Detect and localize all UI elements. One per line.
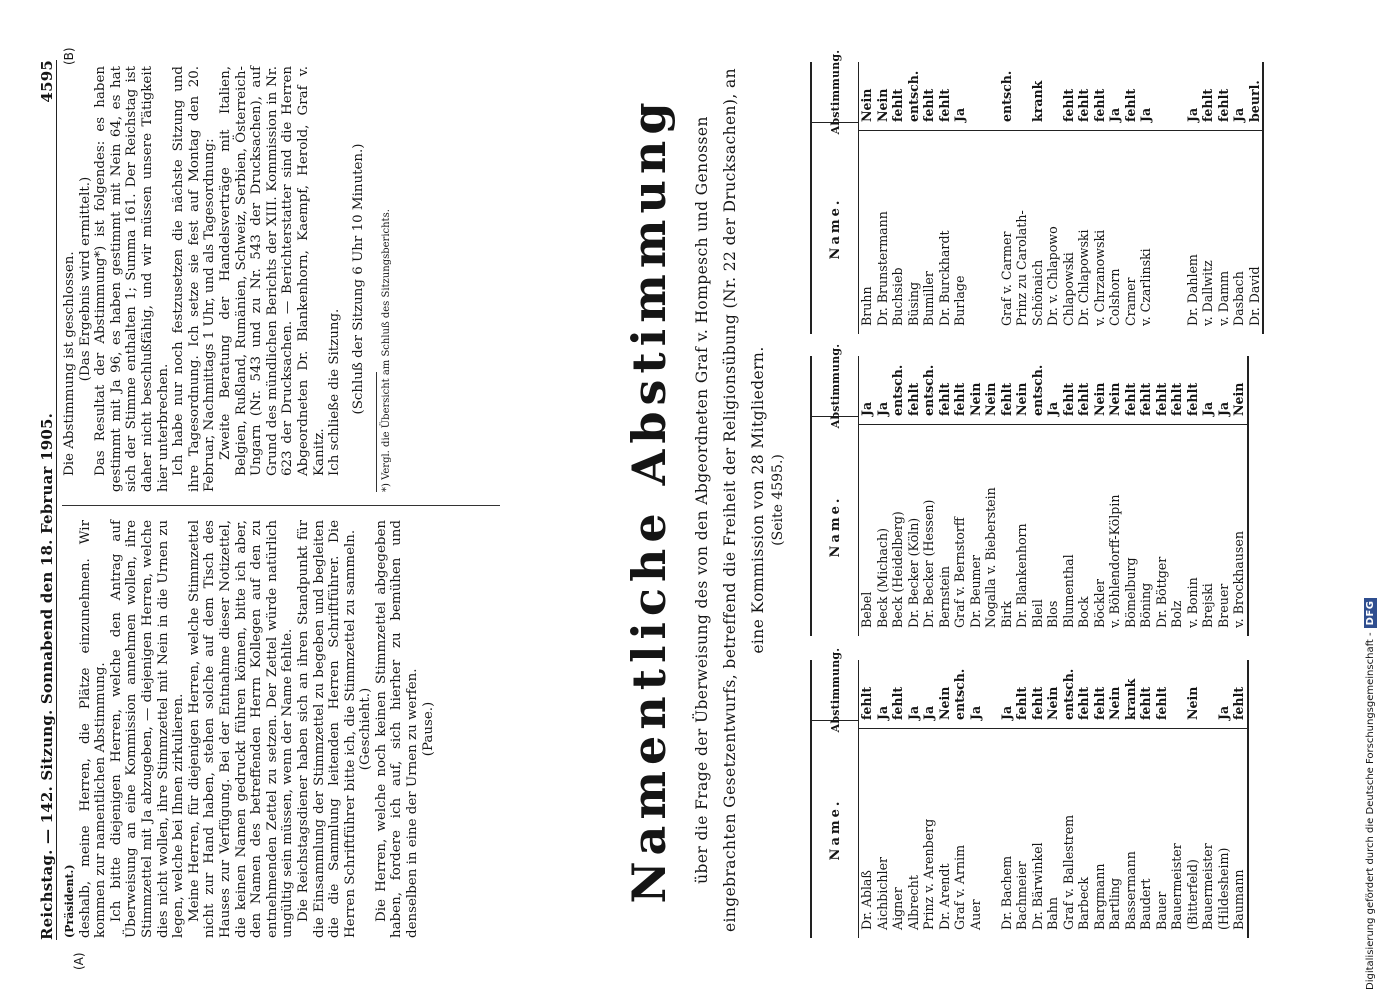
member-vote: fehlt — [936, 382, 952, 416]
member-name: Graf v. Carmer — [999, 130, 1015, 334]
table-row — [1030, 62, 1046, 334]
member-vote: beurl. — [1246, 80, 1262, 122]
table-row — [1154, 660, 1170, 938]
member-vote: Ja — [874, 401, 890, 416]
table-row — [1185, 356, 1201, 636]
member-name: Dr. Bärwinkel — [1030, 728, 1046, 938]
table-row — [890, 660, 906, 938]
table-row — [1154, 356, 1170, 636]
member-vote: Nein — [1107, 686, 1122, 720]
member-name: Dr. Brunstermann — [875, 130, 891, 334]
member-vote: fehlt — [1091, 686, 1107, 720]
table-row — [906, 62, 922, 334]
vote-table-header — [812, 49, 859, 334]
table-row — [983, 660, 999, 938]
paragraph: Die Abstimmung ist geschlossen. — [62, 251, 77, 476]
table-row — [1138, 660, 1154, 938]
table-row — [999, 660, 1015, 938]
member-name: Dr. Blankenhorn — [1014, 424, 1030, 636]
table-row — [921, 356, 937, 636]
member-vote — [1169, 62, 1185, 130]
member-vote: Ja — [874, 705, 890, 720]
member-vote: fehlt — [1153, 382, 1169, 416]
table-row — [1200, 62, 1216, 334]
member-vote: fehlt — [890, 88, 905, 122]
member-name: Bruhn — [859, 130, 875, 334]
table-row — [859, 660, 875, 938]
table-row — [1216, 660, 1232, 938]
member-name: Bernstein — [937, 424, 953, 636]
member-name: Dr. Dahlem — [1185, 130, 1201, 334]
table-row — [1123, 356, 1139, 636]
member-vote: Ja — [952, 107, 967, 122]
member-vote: fehlt — [921, 88, 936, 122]
member-vote — [968, 62, 984, 130]
column-divider — [62, 505, 500, 506]
table-row — [952, 356, 968, 636]
section-intro: über die Frage der Überweisung des von den Abgeordneten Graf v. Hompesch und Genossen eingebrachten Gesetzentwurfs, betreffend die Freiheit der Religionsübung (Nr. 22 der Drucksachen), an eine Kommission von 28 Mitgliedern. — [693, 67, 767, 933]
member-name: Baudert — [1138, 728, 1154, 938]
table-row — [906, 660, 922, 938]
agenda-item: Zweite Beratung der Handelsverträge mit Italien, Belgien, Rußland, Rumänien, Schweiz, Serbien, Österreich-Ungarn (Nr. 543 und zu Nr. 543 der Drucksachen), auf Grund des mündlichen Berichts der XIII. Kommission in Nr. 623 der Drucksachen. — Berichterstatter sind die Herren Abgeordneten Dr. Blankenhorn, Kaempf, Herold, Graf v. Kanitz. — [217, 66, 327, 476]
member-name: Dr. Chlapowski — [1076, 130, 1092, 334]
closing-note: (Schluß der Sitzung 6 Uhr 10 Minuten.) — [350, 143, 366, 415]
member-name: Aichbichler — [875, 728, 891, 938]
stage-direction: (Geschieht.) — [358, 687, 374, 771]
member-name: Bauer — [1154, 728, 1170, 938]
table-row — [1185, 62, 1201, 334]
member-name: Blos — [1045, 424, 1061, 636]
member-name: Bahn — [1045, 728, 1061, 938]
table-row — [983, 356, 999, 636]
speaker-label: (Präsident.) — [63, 864, 76, 938]
member-name: Prinz v. Arenberg — [921, 728, 937, 938]
member-name: Prinz zu Carolath- — [1014, 130, 1030, 334]
member-name: v. Dallwitz — [1200, 130, 1216, 334]
table-row — [1231, 62, 1247, 334]
table-row — [1061, 356, 1077, 636]
member-vote: entsch. — [921, 364, 936, 416]
member-vote — [1169, 660, 1185, 728]
member-name: Blumenthal — [1061, 424, 1077, 636]
table-row — [1045, 660, 1061, 938]
running-header — [28, 60, 57, 940]
member-name: Graf v. Ballestrem — [1061, 728, 1077, 938]
credit-text: Digitalisierung gefördert durch die Deutsche Forschungsgemeinschaft - — [1365, 632, 1376, 990]
member-vote: Ja — [921, 705, 936, 720]
paragraph: Ich schließe die Sitzung. — [327, 308, 343, 476]
column-header-name: Name. — [812, 720, 858, 938]
table-row — [937, 660, 953, 938]
member-vote: fehlt — [1122, 88, 1138, 122]
member-vote: fehlt — [1184, 382, 1200, 416]
table-row — [1200, 660, 1216, 938]
member-name: Bebel — [859, 424, 875, 636]
column-header-name: Name. — [812, 122, 858, 334]
table-row — [890, 356, 906, 636]
member-vote: Nein — [859, 88, 874, 122]
member-name: Bargmann — [1092, 728, 1108, 938]
vote-table-header — [812, 343, 859, 636]
member-name: Brejski — [1200, 424, 1216, 636]
member-vote: fehlt — [1076, 686, 1091, 720]
table-row — [1092, 356, 1108, 636]
section-title: Namentliche Abstimmung — [622, 96, 676, 904]
member-vote: fehlt — [1215, 88, 1231, 122]
table-row — [1045, 62, 1061, 334]
member-name: Bauermeister — [1169, 728, 1185, 938]
member-vote: Ja — [1184, 107, 1200, 122]
member-name: Buchsieb — [890, 130, 906, 334]
table-row — [968, 62, 984, 334]
table-row — [937, 62, 953, 334]
member-name: Burlage — [952, 130, 968, 334]
member-vote — [1014, 62, 1030, 130]
member-name: Chlapowski — [1061, 130, 1077, 334]
paragraph: Die Herren, welche noch keinen Stimmzettel abgegeben haben, fordere ich auf, sich hierher zu bemühen und denselben in eine der Urnen zu werfen. — [373, 520, 421, 938]
margin-mark-a: (A) — [72, 952, 86, 970]
member-vote: entsch. — [1029, 364, 1045, 416]
member-name: Bachmeier — [1014, 728, 1030, 938]
member-vote: Nein — [1091, 382, 1107, 416]
member-name: v. Damm — [1216, 130, 1232, 334]
member-name — [1169, 130, 1185, 334]
member-name: Dr. v. Chlapowo — [1045, 130, 1061, 334]
member-vote: fehlt — [890, 686, 905, 720]
member-vote: fehlt — [859, 686, 874, 720]
member-name: Böckler — [1092, 424, 1108, 636]
table-row — [968, 356, 984, 636]
vote-table-2 — [810, 343, 1249, 636]
member-name: Böning — [1138, 424, 1154, 636]
member-name: Graf v. Bernstorff — [952, 424, 968, 636]
member-vote: fehlt — [952, 382, 967, 416]
member-name: Dr. Becker (Köln) — [906, 424, 922, 636]
member-name: Dasbach — [1231, 130, 1247, 334]
table-row — [1123, 660, 1139, 938]
member-vote: krank — [1122, 678, 1138, 720]
member-name: Aigner — [890, 728, 906, 938]
member-vote: Ja — [1231, 107, 1246, 122]
member-vote: Nein — [1184, 686, 1200, 720]
member-name: (Bitterfeld) — [1185, 728, 1201, 938]
member-vote: fehlt — [1060, 382, 1076, 416]
table-row — [1030, 660, 1046, 938]
table-row — [875, 356, 891, 636]
member-name: Bleil — [1030, 424, 1046, 636]
table-row — [1169, 356, 1185, 636]
vote-table-3 — [810, 49, 1264, 334]
member-name: Dr. Arendt — [937, 728, 953, 938]
member-vote: fehlt — [1153, 686, 1169, 720]
member-vote: fehlt — [1169, 382, 1184, 416]
member-vote: krank — [1029, 80, 1045, 122]
table-row — [1014, 660, 1030, 938]
member-vote: fehlt — [905, 382, 921, 416]
table-row — [1076, 356, 1092, 636]
member-name: v. Chrzanowski — [1092, 130, 1108, 334]
member-name: Schönaich — [1030, 130, 1046, 334]
paragraph: Das Resultat der Abstimmung*) ist folgendes: es haben gestimmt mit Ja 96, es haben gestimmt mit Nein 64, es hat sich der Stimme enthalten 1; Summa 161. Der Reichstag ist daher nicht beschlußfähig, und wir müssen unsere Tätigkeit hier unterbrechen. — [93, 66, 171, 492]
member-name: Graf v. Arnim — [952, 728, 968, 938]
member-name — [983, 728, 999, 938]
member-vote: Ja — [905, 705, 921, 720]
member-vote: Ja — [859, 401, 874, 416]
vote-table-header — [812, 647, 859, 938]
member-vote: fehlt — [1138, 686, 1153, 720]
member-vote: Nein — [1045, 686, 1060, 720]
member-vote: Ja — [1138, 107, 1153, 122]
member-vote: Ja — [1045, 401, 1060, 416]
table-row — [1138, 62, 1154, 334]
table-row — [1092, 62, 1108, 334]
member-name: Colshorn — [1107, 130, 1123, 334]
member-name — [968, 130, 984, 334]
table-row — [1231, 660, 1247, 938]
member-name: Büsing — [906, 130, 922, 334]
paragraph: Ich bitte diejenigen Herren, welche den Antrag auf Überweisung an eine Kommission annehmen wollen, ihre Stimmzettel mit Ja abzugeben, — diejenigen Herren, welche dies nicht wollen, ihre Stimmzettel mit Nein in die Urnen zu legen, welche bei Ihnen zirkulieren. — [108, 520, 187, 938]
member-vote — [983, 660, 999, 728]
member-vote — [983, 62, 999, 130]
left-column — [62, 520, 436, 938]
member-name: Bauermeister — [1200, 728, 1216, 938]
member-vote: entsch. — [952, 668, 967, 720]
member-name: v. Brockhausen — [1231, 424, 1247, 636]
member-name: Bassermann — [1123, 728, 1139, 938]
member-vote: Ja — [998, 705, 1014, 720]
member-vote: Ja — [1200, 401, 1215, 416]
paragraph: Die Reichstagsdiener haben sich an ihren Standpunkt für die Einsammlung der Stimmzettel zu begeben und begleiten die die Sammlung leitenden Herren Schriftführer. Die Herren Schriftführer bitte ich, die Stimmzettel zu sammeln. — [295, 520, 358, 938]
table-row — [968, 660, 984, 938]
table-row — [1200, 356, 1216, 636]
paragraph: Meine Herren, für diejenigen Herren, welche Stimmzettel nicht zur Hand haben, stehen solche auf dem Tisch des Hauses zur Verfügung. Bei der Entnahme dieser Notizettel, die keinen Namen gedruckt führen können, bitte ich aber, den Namen des betreffenden Herrn Kollegen auf den zu entnehmenden Zettel zu setzen. Der Zettel würde natürlich ungültig sein müssen, wenn der Name fehlte. — [186, 520, 296, 938]
member-vote: fehlt — [1231, 686, 1246, 720]
member-vote: fehlt — [1138, 382, 1153, 416]
table-row — [875, 62, 891, 334]
member-vote: fehlt — [936, 88, 952, 122]
page-reference: (Seite 4595.) — [770, 454, 786, 546]
table-row — [1014, 356, 1030, 636]
member-name: Auer — [968, 728, 984, 938]
member-vote: Nein — [983, 382, 998, 416]
member-name: Dr. Beumer — [968, 424, 984, 636]
member-vote: entsch. — [998, 70, 1014, 122]
member-vote: Ja — [967, 705, 983, 720]
table-row — [952, 660, 968, 938]
table-row — [1247, 62, 1263, 334]
member-name: Barbeck — [1076, 728, 1092, 938]
member-vote: Nein — [874, 88, 890, 122]
member-vote: fehlt — [1200, 88, 1215, 122]
column-header-name: Name. — [812, 416, 858, 636]
member-name: v. Bonin — [1185, 424, 1201, 636]
member-name: Bock — [1076, 424, 1092, 636]
member-vote: fehlt — [1076, 382, 1091, 416]
member-name: Bartling — [1107, 728, 1123, 938]
member-name: Dr. Ablaß — [859, 728, 875, 938]
table-row — [1231, 356, 1247, 636]
table-row — [859, 62, 875, 334]
member-name: Beck (Michach) — [875, 424, 891, 636]
footnote-rule — [376, 372, 377, 492]
table-row — [999, 62, 1015, 334]
member-name: Baumann — [1231, 728, 1247, 938]
member-vote: fehlt — [1014, 686, 1029, 720]
member-vote: Nein — [1231, 382, 1246, 416]
table-row — [952, 62, 968, 334]
member-name: Cramer — [1123, 130, 1139, 334]
table-row — [906, 356, 922, 636]
table-row — [1123, 62, 1139, 334]
table-row — [1185, 660, 1201, 938]
table-row — [1045, 356, 1061, 636]
member-vote: fehlt — [1076, 88, 1091, 122]
member-name: Dr. Burckhardt — [937, 130, 953, 334]
table-row — [1030, 356, 1046, 636]
table-row — [1169, 62, 1185, 334]
vote-table-1 — [810, 647, 1249, 938]
stage-direction: (Das Ergebnis wird ermittelt.) — [77, 176, 93, 382]
member-vote: fehlt — [1060, 88, 1076, 122]
stage-direction: (Pause.) — [420, 701, 436, 757]
member-vote — [1200, 660, 1216, 728]
member-vote — [1154, 62, 1170, 130]
header-title: Reichstag. — 142. Sitzung. Sonnabend den 18. Februar 1905. — [38, 412, 56, 940]
member-vote: fehlt — [1122, 382, 1138, 416]
member-vote — [1045, 62, 1061, 130]
table-row — [1216, 356, 1232, 636]
member-vote: Nein — [936, 686, 952, 720]
table-row — [1076, 660, 1092, 938]
table-row — [1092, 660, 1108, 938]
table-row — [1107, 660, 1123, 938]
member-name: Bömelburg — [1123, 424, 1139, 636]
member-vote: fehlt — [1029, 686, 1045, 720]
table-row — [1107, 356, 1123, 636]
member-name: Albrecht — [906, 728, 922, 938]
table-row — [1216, 62, 1232, 334]
dfg-logo: DFG — [1364, 598, 1377, 629]
table-row — [1061, 660, 1077, 938]
table-row — [1107, 62, 1123, 334]
table-row — [1138, 356, 1154, 636]
member-vote: entsch. — [905, 70, 921, 122]
table-row — [921, 62, 937, 334]
member-name: Dr. Böttger — [1154, 424, 1170, 636]
digitization-credit — [1364, 598, 1377, 990]
member-name: Birk — [999, 424, 1015, 636]
table-row — [937, 356, 953, 636]
member-vote: Nein — [1107, 382, 1122, 416]
member-vote: entsch. — [890, 364, 905, 416]
paragraph: deshalb, meine Herren, die Plätze einzunehmen. Wir kommen zur namentlichen Abstimmung. — [77, 520, 109, 938]
member-vote: Nein — [1014, 382, 1029, 416]
member-vote: entsch. — [1060, 668, 1076, 720]
footnote: *) Vergl. die Übersicht am Schluß des Sitzungsberichts. — [381, 209, 393, 492]
page-number: 4595 — [38, 60, 56, 103]
member-name: Beck (Heidelberg) — [890, 424, 906, 636]
table-row — [1154, 62, 1170, 334]
member-vote: Ja — [1107, 107, 1122, 122]
table-row — [1014, 62, 1030, 334]
table-row — [875, 660, 891, 938]
right-column — [62, 66, 393, 492]
column-header-vote: Abstimmung. — [828, 647, 842, 733]
table-row — [859, 356, 875, 636]
member-name: v. Böhlendorff-Kölpin — [1107, 424, 1123, 636]
member-vote: Ja — [1215, 705, 1231, 720]
paragraph: Ich habe nur noch festzusetzen die nächste Sitzung und ihre Tagesordnung. Ich setze sie fest auf Montag den 20. Februar, Nachmittags 1 Uhr, und als Tagesordnung: — [171, 66, 218, 492]
member-name — [1154, 130, 1170, 334]
table-row — [1076, 62, 1092, 334]
member-vote: fehlt — [1091, 88, 1107, 122]
margin-mark-b: (B) — [62, 47, 76, 65]
table-row — [921, 660, 937, 938]
member-vote: Nein — [967, 382, 983, 416]
member-vote: Ja — [1215, 401, 1231, 416]
member-name: Bolz — [1169, 424, 1185, 636]
member-name: Bumiller — [921, 130, 937, 334]
member-name — [983, 130, 999, 334]
member-name: Dr. David — [1247, 130, 1263, 334]
column-header-vote: Abstimmung. — [828, 343, 842, 429]
table-row — [999, 356, 1015, 636]
member-name: Dr. Becker (Hessen) — [921, 424, 937, 636]
member-name: Dr. Bachem — [999, 728, 1015, 938]
member-name: (Hildesheim) — [1216, 728, 1232, 938]
member-name: Nogalla v. Bieberstein — [983, 424, 999, 636]
member-vote: fehlt — [998, 382, 1014, 416]
member-name: v. Czarlinski — [1138, 130, 1154, 334]
member-name: Breuer — [1216, 424, 1232, 636]
column-header-vote: Abstimmung. — [828, 49, 842, 135]
table-row — [1169, 660, 1185, 938]
table-row — [983, 62, 999, 334]
table-row — [1061, 62, 1077, 334]
table-row — [890, 62, 906, 334]
